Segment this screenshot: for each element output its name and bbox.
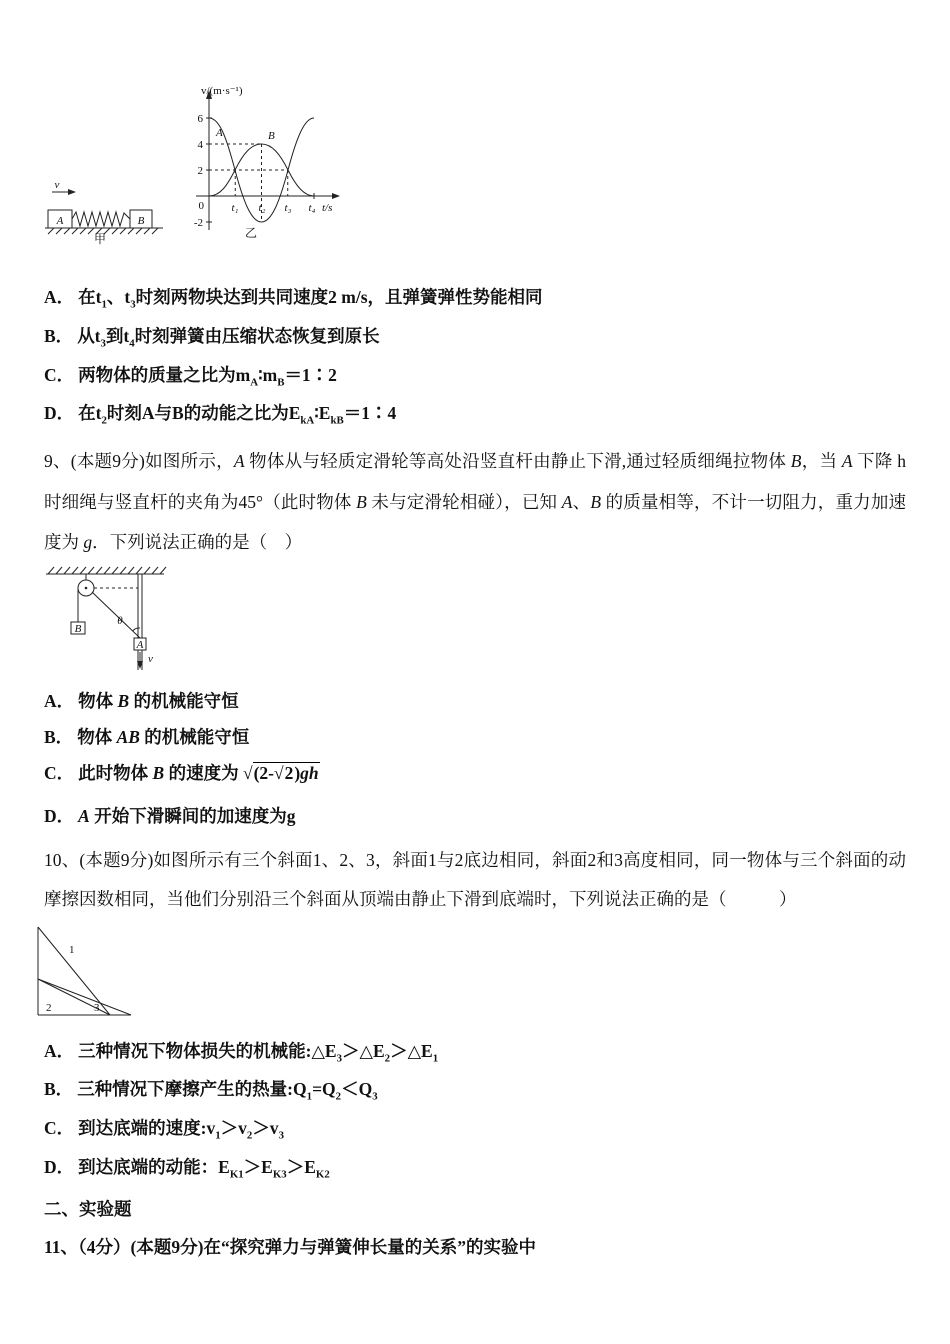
- graph-caption: 乙: [244, 226, 258, 240]
- block-b-label: B: [137, 215, 145, 227]
- q9-option-a: [44, 690, 906, 713]
- q10-option-a: [44, 1040, 906, 1066]
- option-letter: B．: [44, 727, 74, 748]
- x-tick-t3: t₃: [284, 202, 292, 214]
- x-tick-t1: t₁: [231, 202, 239, 214]
- option-letter: B．: [44, 1079, 74, 1100]
- option-text: 在$t_1$、$t_3$时刻两物块达到共同速度2 m/s，且弹簧弹性势能相同: [78, 287, 543, 311]
- q8-options: [44, 286, 906, 428]
- option-letter: D．: [44, 806, 75, 827]
- block-b-label: B: [74, 623, 82, 635]
- spring-block-diagram: [45, 179, 163, 246]
- y-tick-4: 4: [197, 139, 203, 151]
- option-text: 两物体的质量之比为$m_A∶m_B=1∶2$: [78, 364, 337, 389]
- q9-option-d: [44, 805, 906, 828]
- incline-2-label: 2: [46, 1001, 52, 1014]
- q8-option-c: [44, 364, 906, 390]
- incline-3-label: 3: [94, 1001, 100, 1014]
- section-2-title: 二、实验题: [44, 1198, 132, 1219]
- q10-option-d: [44, 1156, 906, 1182]
- q9-text: 9、(本题9分)如图所示，A 物体从与轻质定滑轮等高处沿竖直杆由静止下滑,通过轻质细绳拉物体 B，当 A 下降 h 时细绳与竖直杆的夹角为45°（此时物体 B 未与定滑轮相碰），已知 A、B 的质量相等，不计一切阻力，重力加速度为 g．下列说法正确的是（ ）: [44, 451, 907, 552]
- option-text: A 开始下滑瞬间的加速度为g: [78, 806, 296, 827]
- option-letter: A．: [44, 691, 75, 711]
- q8-figure-svg: [44, 80, 354, 248]
- curve-a-label: A: [216, 127, 223, 139]
- spring: [72, 212, 130, 226]
- option-letter: C．: [44, 763, 75, 784]
- q8-option-b: [44, 325, 906, 351]
- option-letter: D．: [44, 1157, 75, 1178]
- q10-option-b: [44, 1078, 906, 1104]
- option-text: 在$t_2$时刻A与B的动能之比为$E_{kA}∶E_{kB}=1∶4$: [78, 403, 397, 427]
- option-letter: A．: [44, 287, 75, 307]
- y-axis-label: v/(m·s⁻¹): [201, 85, 243, 97]
- option-letter: A．: [44, 1040, 75, 1061]
- option-text: 三种情况下物体损失的机械能$:\triangle E_3>\triangle E_2>\triangle E_1$: [78, 1040, 439, 1065]
- x-tick-t4: t₄: [308, 202, 316, 214]
- angle-arc: [133, 628, 140, 631]
- block-a-label: A: [136, 639, 144, 651]
- q10-options: [44, 1040, 906, 1182]
- option-text: 物体 B 的机械能守恒: [78, 691, 239, 711]
- q10-text: 10、(本题9分)如图所示有三个斜面1、2、3，斜面1与2底边相同，斜面2和3高度相同，同一物体与三个斜面的动摩擦因数相同，当他们分别沿三个斜面从顶端由静止下滑到底端时，下列说法正确的是（ ）: [44, 850, 906, 909]
- q11-text: 11、（4分）(本题9分)在“探究弹力与弹簧伸长量的关系”的实验中: [44, 1236, 536, 1257]
- option-letter: D．: [44, 403, 75, 424]
- origin-label: 0: [198, 200, 204, 212]
- q10-figure: [28, 922, 906, 1022]
- option-text: 三种情况下摩擦产生的热量$:Q_1=Q_2<Q_3$: [77, 1079, 378, 1103]
- y-tick-6: 6: [197, 113, 203, 125]
- option-text: 此时物体 B 的速度为 √(2-√2)gh: [78, 763, 319, 784]
- x-axis-label: t/s: [322, 202, 333, 214]
- q9-figure-svg: [44, 564, 174, 676]
- option-text: 从$t_3$到$t_4$时刻弹簧由压缩状态恢复到原长: [77, 325, 380, 350]
- q8-option-a: [44, 286, 906, 312]
- option-letter: C．: [44, 364, 75, 385]
- q9-option-c: [44, 762, 906, 785]
- q9-option-b: [44, 726, 906, 749]
- q10-option-c: [44, 1117, 906, 1143]
- curve-b-label: B: [268, 130, 275, 142]
- q9-figure: [44, 564, 906, 676]
- y-tick-2: 2: [197, 165, 203, 177]
- velocity-label: v: [148, 653, 153, 665]
- option-letter: B．: [44, 325, 74, 346]
- q8-option-d: [44, 402, 906, 428]
- three-inclines-diagram: [38, 927, 131, 1015]
- x-tick-t2: t₂: [258, 202, 266, 214]
- left-figure-caption: 甲: [93, 232, 107, 246]
- q10-figure-svg: [28, 922, 143, 1022]
- ceiling-hatching: [48, 567, 166, 574]
- angle-theta-label: θ: [117, 615, 123, 627]
- option-letter: C．: [44, 1118, 75, 1139]
- velocity-arrow-label: v: [54, 179, 60, 191]
- option-text: 物体 AB 的机械能守恒: [77, 727, 250, 748]
- y-tick-neg2: -2: [193, 217, 203, 229]
- velocity-time-graph: [194, 85, 340, 240]
- option-text: 到达底端的速度$:v_1>v_2>v_3$: [78, 1118, 284, 1142]
- block-a-label: A: [56, 215, 64, 227]
- incline-1-label: 1: [69, 943, 75, 956]
- option-text: 到达底端的动能：$E_{K1}>E_{K3}>E_{K2}$: [78, 1157, 330, 1181]
- pulley-rod-diagram: [46, 567, 166, 670]
- q8-figure: [44, 80, 906, 248]
- q9-options: [44, 690, 906, 828]
